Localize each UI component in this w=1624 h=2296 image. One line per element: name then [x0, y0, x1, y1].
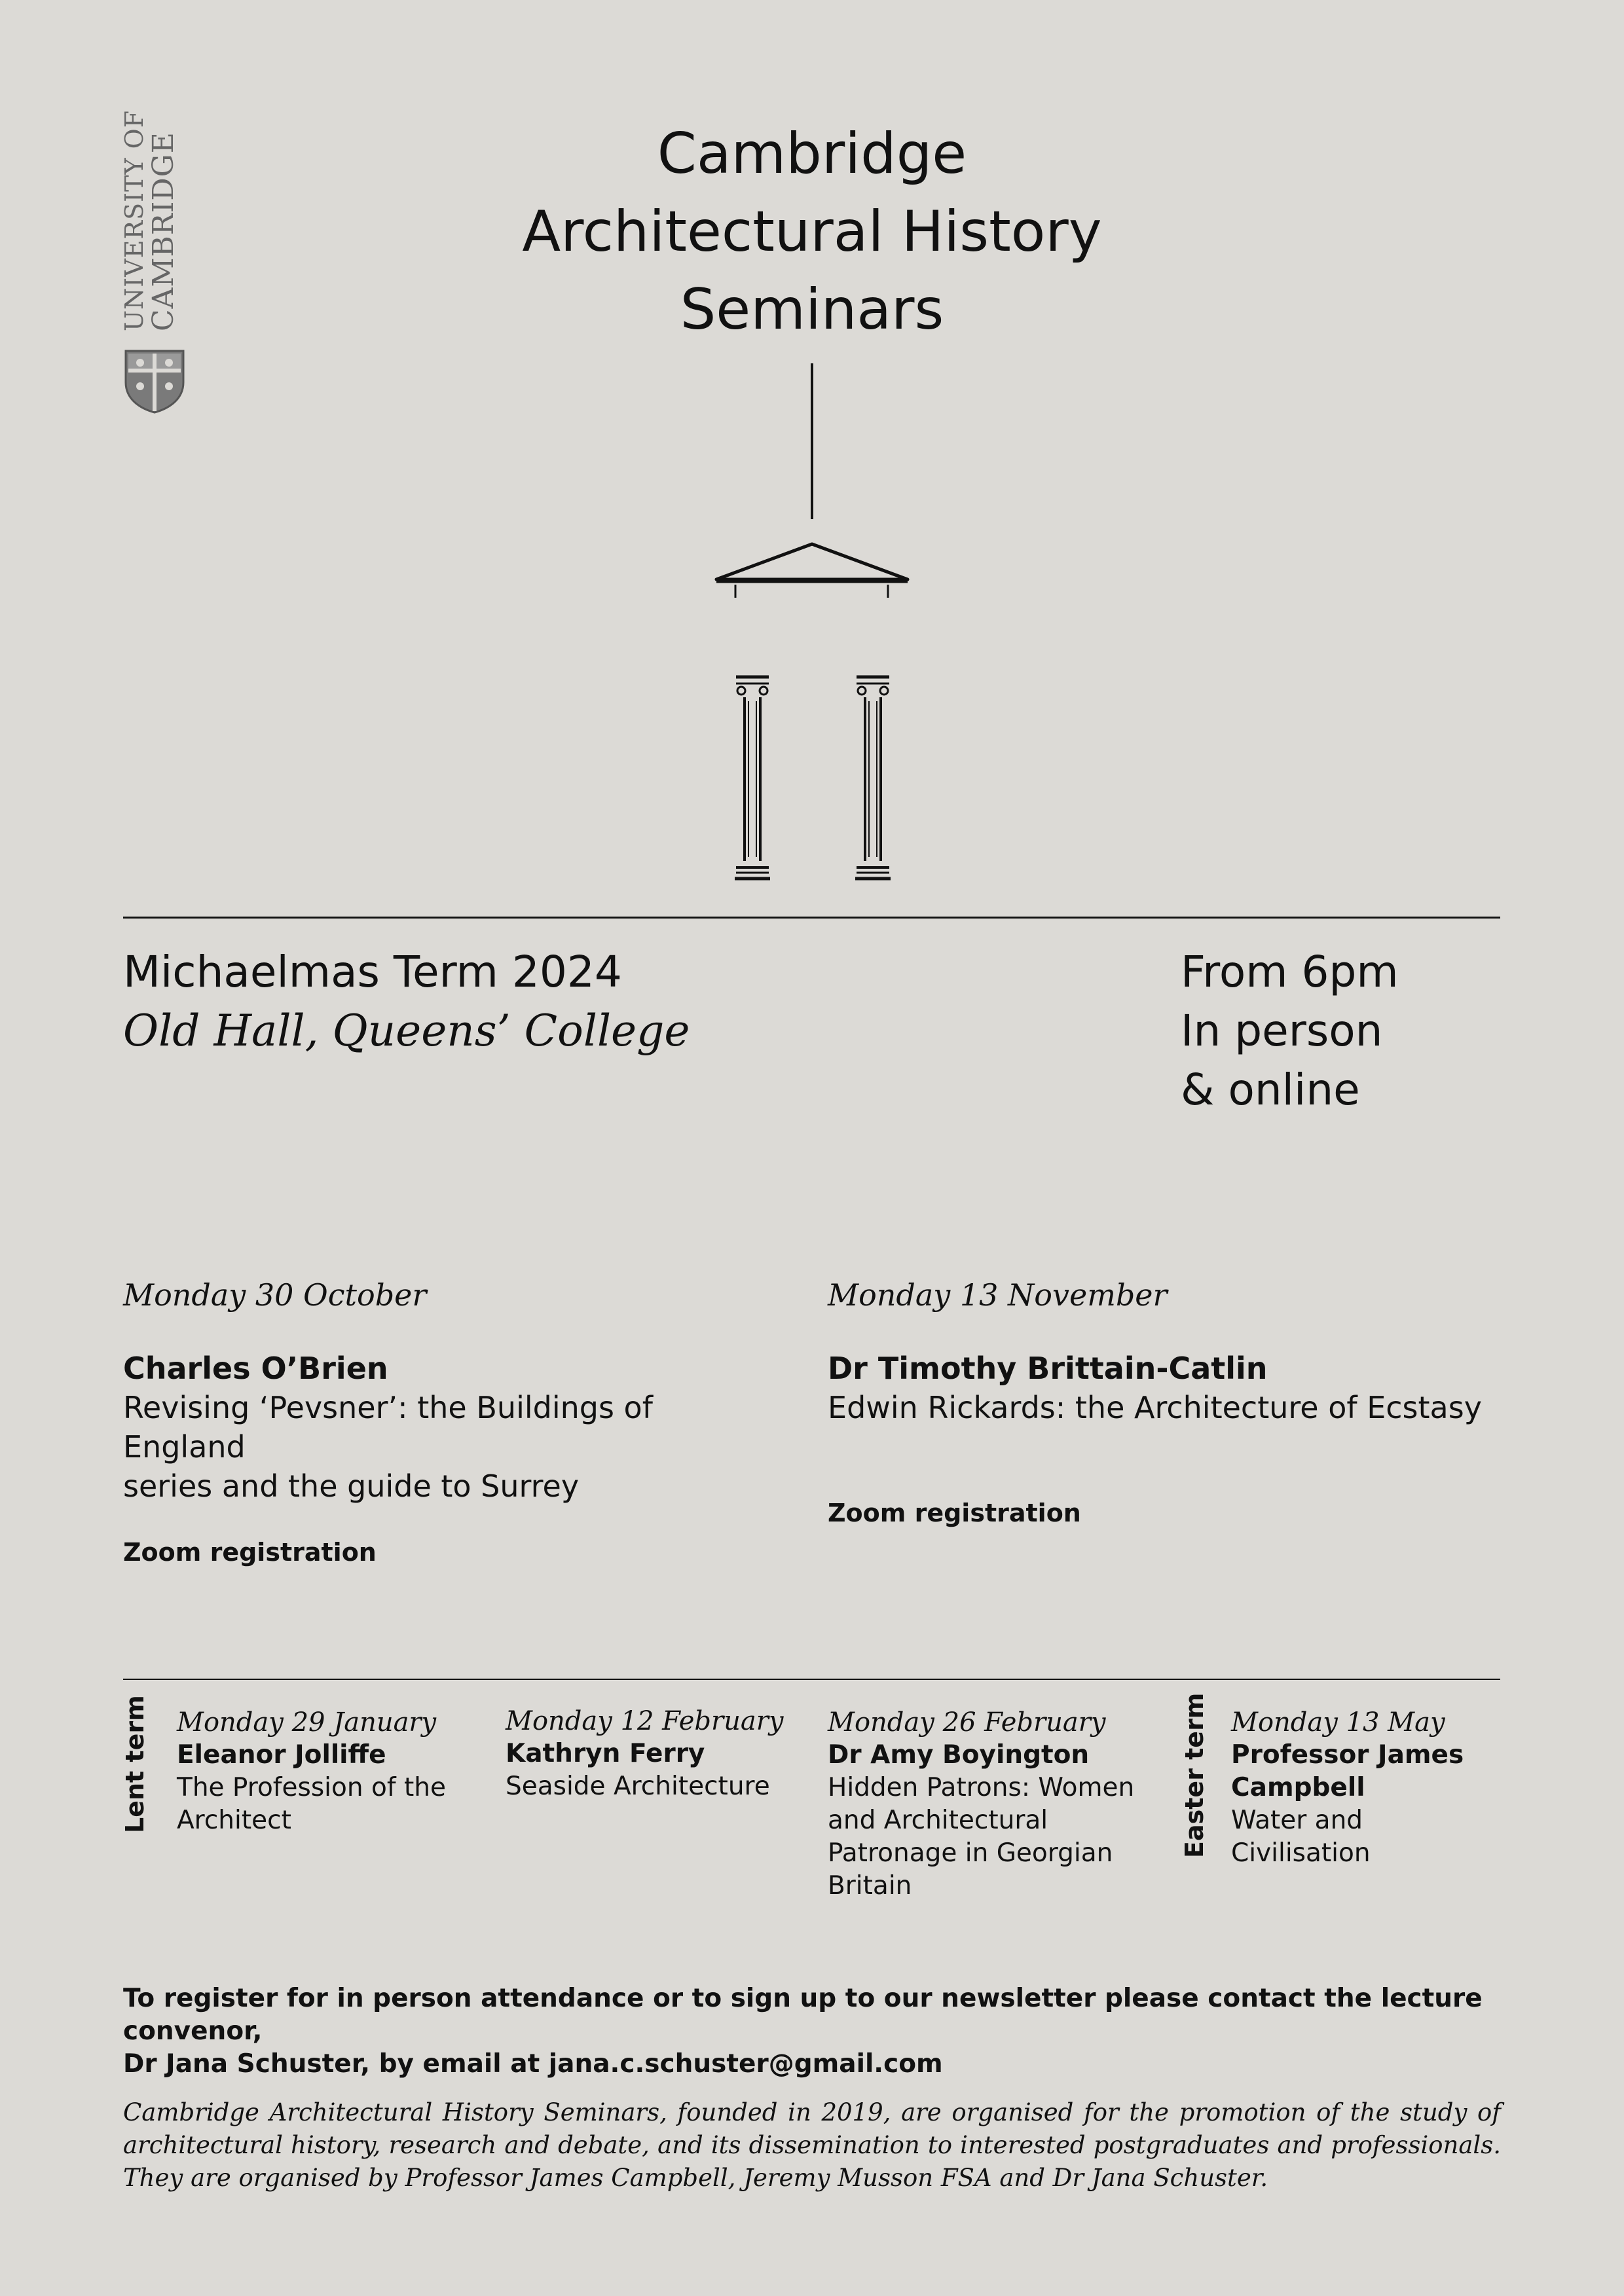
time-and-mode [1181, 943, 1399, 1120]
event-date: Monday 29 January [177, 1707, 437, 1738]
event-title-line: series and the guide to Surrey [123, 1468, 580, 1504]
easter-term-label: Easter term [1180, 1692, 1209, 1858]
event-title-line: Britain [828, 1871, 912, 1901]
event-speaker: Professor James [1231, 1740, 1464, 1770]
event-title-line: Water and Civilisation [1231, 1806, 1371, 1868]
event-title-line: Hidden Patrons: Women [828, 1773, 1135, 1802]
event-title-line: Edwin Rickards: the Architecture of Ecstasy [828, 1390, 1482, 1425]
title-line-3: Seminars [680, 277, 944, 342]
event-card [828, 1275, 1502, 1529]
attendance-mode-1: In person [1181, 1006, 1383, 1056]
title-line-2: Architectural History [522, 199, 1102, 264]
title-line-1: Cambridge [657, 121, 967, 187]
event-card [123, 1275, 778, 1569]
event-title-line: Architect [177, 1806, 291, 1835]
logo-line-1: UNIVERSITY OF [120, 109, 149, 331]
zoom-registration-link[interactable]: Zoom registration [828, 1499, 1081, 1527]
logo-wordmark [122, 69, 187, 331]
logo-line-2: CAMBRIDGE [147, 132, 180, 331]
classical-temple-icon [707, 363, 917, 900]
about-paragraph: Cambridge Architectural History Seminars, founded in 2019, are organised for the promotion of the study of architectural history, research and debate, and its dissemination to interested postgraduates and professionals. They are organised by Professor James Campbell, Jeremy Musson FSA and Dr Jana Schuster. [123, 2098, 1501, 2192]
event-speaker: Dr Amy Boyington [828, 1740, 1090, 1770]
contact-line-1: To register for in person attendance or to sign up to our newsletter please contact the lecture convenor, [123, 1984, 1483, 2046]
section-divider [123, 917, 1500, 919]
contact-info [123, 1982, 1505, 2081]
event-speaker: Kathryn Ferry [506, 1739, 705, 1768]
event-title-line: Patronage in Georgian [828, 1838, 1113, 1868]
section-divider [123, 1679, 1500, 1680]
event-speaker: Dr Timothy Brittain-Catlin [828, 1351, 1268, 1386]
contact-line-2: Dr Jana Schuster, by email at jana.c.schuster@gmail.com [123, 2049, 943, 2079]
event-title-line: Seaside Architecture [506, 1772, 770, 1801]
university-logo [120, 109, 187, 405]
lent-event [828, 1706, 1142, 1903]
zoom-registration-link[interactable]: Zoom registration [123, 1538, 377, 1567]
start-time: From 6pm [1181, 947, 1399, 997]
event-title-line: and Architectural [828, 1806, 1048, 1835]
event-date: Monday 13 November [828, 1277, 1168, 1313]
event-title-line: The Profession of the [177, 1773, 446, 1802]
event-date: Monday 13 May [1231, 1707, 1445, 1738]
event-speaker: Eleanor Jolliffe [177, 1740, 386, 1770]
event-speaker: Charles O’Brien [123, 1351, 388, 1386]
lent-event [506, 1705, 820, 1803]
lent-event [177, 1706, 491, 1837]
event-speaker: Campbell [1231, 1773, 1365, 1802]
event-title-line [828, 1427, 1502, 1467]
event-title-line: Revising ‘Pevsner’: the Buildings of England [123, 1390, 653, 1465]
venue: Old Hall, Queens’ College [123, 1006, 690, 1056]
event-date: Monday 30 October [123, 1277, 427, 1313]
event-date: Monday 26 February [828, 1707, 1106, 1738]
page-title [419, 115, 1205, 349]
event-date: Monday 12 February [506, 1706, 784, 1736]
university-shield-icon [123, 348, 186, 414]
lent-term-label: Lent term [120, 1695, 149, 1833]
attendance-mode-2: & online [1181, 1065, 1360, 1115]
easter-event [1231, 1706, 1506, 1870]
term-heading: Michaelmas Term 2024 [123, 947, 622, 997]
